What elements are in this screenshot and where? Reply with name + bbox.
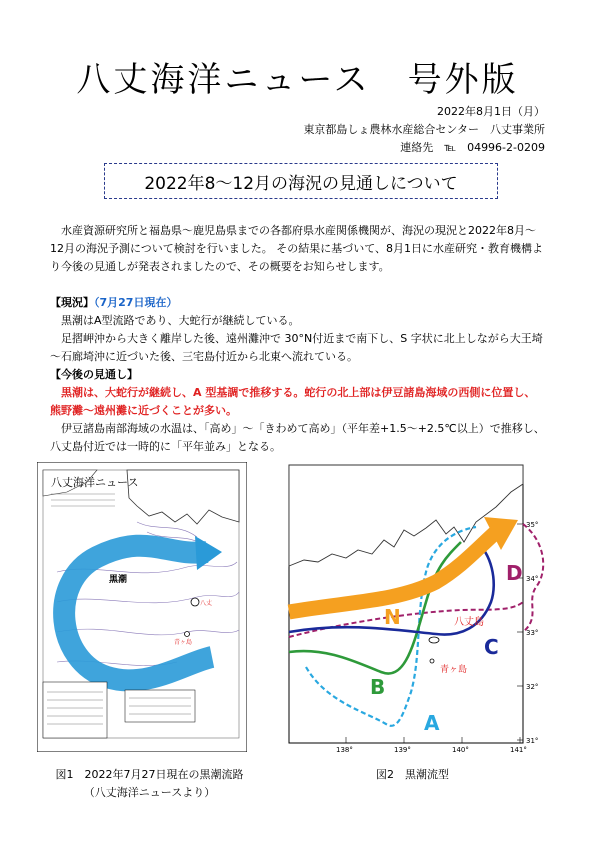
fig1-kuroshio-label: 黒潮 [109, 575, 128, 585]
fig1-aogashima-island [185, 632, 190, 637]
fig1-hachijo-label: 八丈 [200, 600, 213, 607]
headline-box [104, 163, 498, 199]
fig2-label-A: A [424, 711, 440, 735]
intro-paragraph: 水産資源研究所と福島県～鹿児島県までの各都府県水産関係機関が、海況の現況と2022年8月～12月の海況予測について検討を行いました。 その結果に基づいて、8月1日に水産研究・教育機構より今後の見通しが発表されましたので、その概要をお知らせします。 [50, 224, 544, 273]
fig1-aogashima-label: 青ヶ島 [174, 639, 193, 646]
figure2-map [286, 462, 556, 754]
figure1-map [37, 462, 247, 752]
fig2-label-N: N [384, 605, 401, 629]
figure2-caption: 図2 黒潮流型 [376, 768, 449, 781]
organization: 東京都島しょ農林水産総合センター 八丈事業所 [303, 123, 545, 136]
outlook-heading: 【今後の見通し】 [50, 368, 138, 381]
fig1-legend-box [43, 682, 107, 738]
fig2-lon-139: 139° [394, 746, 411, 754]
fig2-lat-33: 33° [526, 629, 539, 637]
current-p2: 足摺岬沖から大きく離岸した後、遠州灘沖で 30°N付近まで南下し、S 字状に北上しながら大王埼～石廊埼沖に近づいた後、三宅島付近から北東へ流れている。 [50, 332, 543, 363]
figure1-caption: 図1 2022年7月27日現在の黒潮流路 [55, 768, 244, 781]
current-heading [50, 294, 545, 312]
fig2-lat-31: 31° [526, 737, 539, 745]
contact: 連絡先 ℡ 04996-2-0209 [400, 141, 545, 154]
fig2-aogashima-label: 青ヶ島 [440, 665, 468, 675]
fig2-label-C: C [484, 635, 499, 659]
fig2-lon-141: 141° [510, 746, 527, 754]
fig2-hachijo-label: 八丈島 [454, 617, 484, 628]
fig2-lat-35: 35° [526, 521, 539, 529]
current-label: 【現況】 [50, 296, 94, 309]
issue-date: 2022年8月1日（月） [437, 105, 545, 118]
page-title: 八丈海洋ニュース 号外版 [76, 60, 519, 100]
outlook-p1: 黒潮は、大蛇行が継続し、A 型基調で推移する。蛇行の北上部は伊豆諸島海域の西側に位置し、熊野灘～遠州灘に近づくことが多い。 [50, 386, 536, 417]
fig1-inner-title: 八丈海洋ニュース [51, 476, 139, 489]
fig2-lon-138: 138° [336, 746, 353, 754]
fig2-label-D: D [506, 561, 523, 585]
fig2-lat-34: 34° [526, 575, 539, 583]
fig2-label-B: B [370, 675, 386, 699]
headline: 2022年8～12月の海況の見通しについて [144, 173, 458, 194]
fig2-lat-32: 32° [526, 683, 539, 691]
fig1-hachijo-island [191, 598, 199, 606]
current-p1: 黒潮はA型流路であり、大蛇行が継続している。 [61, 314, 300, 327]
fig2-aogashima-island [430, 659, 434, 663]
fig2-lon-140: 140° [452, 746, 469, 754]
figure1-caption-source: （八丈海洋ニュースより） [83, 786, 216, 799]
current-date: （7月27日現在） [94, 296, 178, 309]
outlook-p2: 伊豆諸島南部海域の水温は、「高め」～「きわめて高め」（平年差+1.5～+2.5℃以上）で推移し、八丈島付近では一時的に「平年並み」となる。 [50, 422, 545, 453]
fig2-hachijo-island [429, 637, 439, 643]
